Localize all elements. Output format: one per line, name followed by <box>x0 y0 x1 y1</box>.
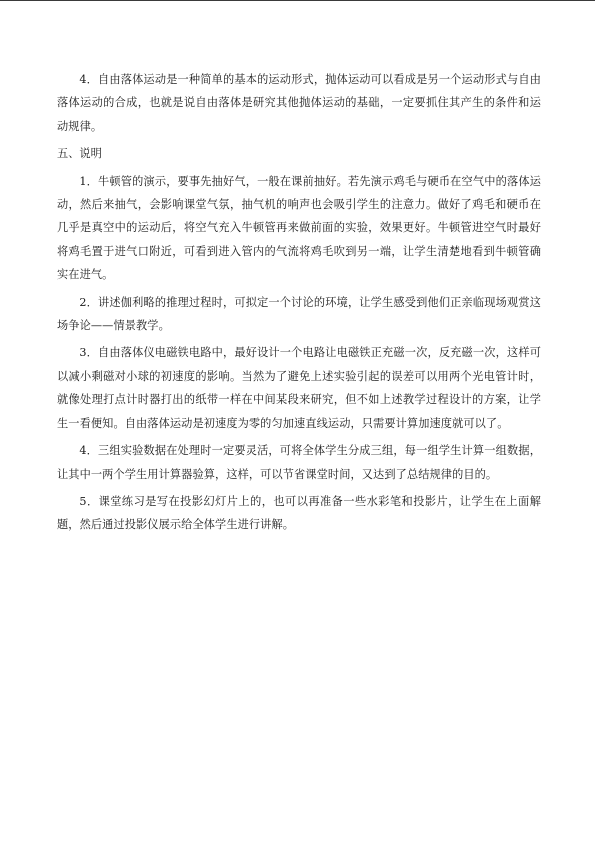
note-3: 3．自由落体仪电磁铁电路中，最好设计一个电路让电磁铁正充磁一次，反充磁一次，这样可以减小剩磁对小球的初速度的影响。当然为了避免上述实验引起的误差可以用两个光电管计时，就像处理打点计时器打出的纸带一样在中间某段来研究，但不如上述教学过程设计的方案，让学生一看便知。自由落体运动是初速度为零的匀加速直线运动，只需要计算加速度就可以了。 <box>57 346 541 430</box>
note-1: 1．牛顿管的演示，要事先抽好气，一般在课前抽好。若先演示鸡毛与硬币在空气中的落体运动，然后来抽气，会影响课堂气氛，抽气机的响声也会吸引学生的注意力。做好了鸡毛和硬币在几乎是真空中的运动后，将空气充入牛顿管再来做前面的实验，效果更好。牛顿管进空气时最好将鸡毛置于进气口附近，可看到进入管内的气流将鸡毛吹到另一端，让学生清楚地看到牛顿管确实在进气。 <box>57 174 541 282</box>
section-heading-notes: 五、说明 <box>57 147 102 161</box>
note-4: 4．三组实验数据在处理时一定要灵活，可将全体学生分成三组，每一组学生计算一组数据，让其中一两个学生用计算器验算，这样，可以节省课堂时间，又达到了总结规律的目的。 <box>57 444 541 481</box>
document-body <box>57 68 541 541</box>
page-top-rule <box>0 0 595 1</box>
note-2: 2．讲述伽利略的推理过程时，可拟定一个讨论的环境，让学生感受到他们正亲临现场观赏这场争论——情景教学。 <box>57 295 541 333</box>
paragraph-4: 4．自由落体运动是一种简单的基本的运动形式，抛体运动可以看成是另一个运动形式与自由落体运动的合成，也就是说自由落体是研究其他抛体运动的基础，一定要抓住其产生的条件和运动规律。 <box>57 73 541 133</box>
note-5: 5．课堂练习是写在投影幻灯片上的，也可以再准备一些水彩笔和投影片，让学生在上面解题，然后通过投影仪展示给全体学生进行讲解。 <box>57 494 541 532</box>
